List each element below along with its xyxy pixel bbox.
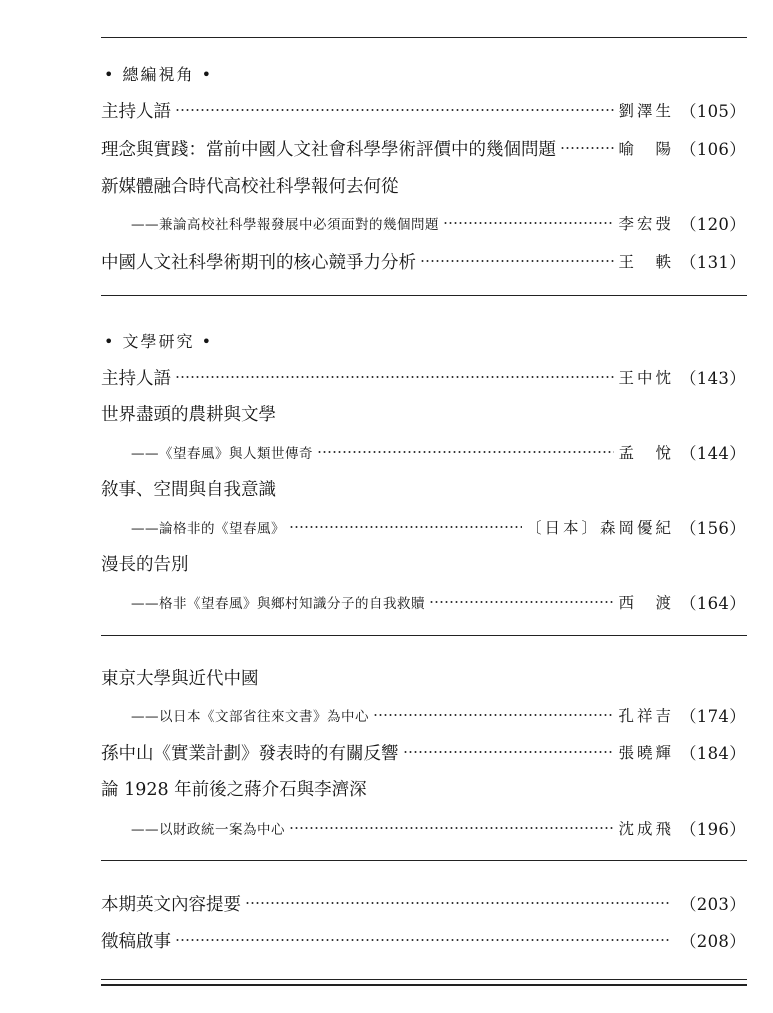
entry-title[interactable]: 敘事、空間與自我意識 bbox=[101, 480, 276, 500]
toc-entry[interactable] bbox=[131, 210, 746, 236]
entry-author: 〔日本〕森岡優紀 bbox=[525, 519, 674, 537]
entry-author: 王 軼 bbox=[618, 253, 674, 271]
entry-page: （208） bbox=[680, 932, 746, 951]
toc-entry[interactable] bbox=[101, 135, 746, 161]
entry-author: 孟 悅 bbox=[618, 444, 674, 462]
entry-title[interactable]: 新媒體融合時代高校社科學報何去何從 bbox=[101, 177, 399, 197]
dot-leader bbox=[373, 714, 614, 716]
dot-leader bbox=[175, 939, 670, 941]
dot-leader bbox=[403, 751, 615, 753]
entry-subtitle: ——格非《望春風》與鄉村知識分子的自我救贖 bbox=[131, 596, 425, 612]
section-divider bbox=[101, 860, 747, 861]
toc-entry[interactable] bbox=[101, 248, 746, 274]
dot-leader bbox=[317, 451, 614, 453]
entry-author: 李宏弢 bbox=[618, 215, 674, 233]
bottom-rule bbox=[101, 984, 747, 986]
dot-leader bbox=[560, 147, 614, 149]
dot-leader bbox=[289, 827, 614, 829]
entry-title: 理念與實踐：當前中國人文社會科學學術評價中的幾個問題 bbox=[101, 139, 556, 160]
toc-entry[interactable] bbox=[101, 739, 746, 765]
entry-page: （196） bbox=[680, 820, 746, 839]
bottom-rule bbox=[101, 979, 747, 980]
entry-title[interactable]: 東京大學與近代中國 bbox=[101, 669, 259, 689]
entry-page: （203） bbox=[680, 895, 746, 914]
entry-author: 劉澤生 bbox=[618, 102, 674, 120]
toc-entry[interactable] bbox=[131, 815, 746, 841]
entry-subtitle: ——兼論高校社科學報發展中必須面對的幾個問題 bbox=[131, 217, 439, 233]
entry-author: 沈成飛 bbox=[618, 820, 674, 838]
entry-title: 孫中山《實業計劃》發表時的有關反響 bbox=[101, 743, 399, 764]
toc-entry[interactable] bbox=[101, 97, 746, 123]
toc-entry[interactable] bbox=[131, 702, 746, 728]
top-rule bbox=[101, 37, 747, 38]
entry-author: 喻 陽 bbox=[618, 140, 674, 158]
dot-leader bbox=[429, 601, 614, 603]
entry-title: 主持人語 bbox=[101, 101, 171, 122]
dot-leader bbox=[443, 222, 614, 224]
entry-subtitle: ——論格非的《望春風》 bbox=[131, 521, 285, 537]
entry-title: 徵稿啟事 bbox=[101, 931, 171, 952]
entry-title[interactable]: 世界盡頭的農耕與文學 bbox=[101, 405, 276, 425]
section-heading: • 總編視角 • bbox=[104, 65, 214, 84]
entry-title[interactable]: 漫長的告別 bbox=[101, 555, 189, 575]
entry-title: 主持人語 bbox=[101, 368, 171, 389]
entry-page: （143） bbox=[680, 369, 746, 388]
entry-page: （184） bbox=[680, 744, 746, 763]
dot-leader bbox=[245, 902, 670, 904]
toc-entry[interactable] bbox=[101, 364, 746, 390]
toc-entry[interactable] bbox=[131, 514, 746, 540]
entry-page: （131） bbox=[680, 253, 746, 272]
entry-author: 西 渡 bbox=[618, 594, 674, 612]
entry-page: （120） bbox=[680, 215, 746, 234]
entry-title[interactable]: 論 1928 年前後之蔣介石與李濟深 bbox=[101, 780, 367, 800]
entry-author: 張曉輝 bbox=[618, 744, 674, 762]
entry-page: （144） bbox=[680, 444, 746, 463]
toc-entry[interactable] bbox=[101, 927, 746, 953]
section-divider bbox=[101, 295, 747, 296]
section-divider bbox=[101, 635, 747, 636]
entry-page: （105） bbox=[680, 102, 746, 121]
entry-subtitle: ——《望春風》與人類世傳奇 bbox=[131, 446, 313, 462]
dot-leader bbox=[289, 526, 522, 528]
entry-title: 中國人文社科學術期刊的核心競爭力分析 bbox=[101, 252, 416, 273]
toc-entry[interactable] bbox=[131, 589, 746, 615]
dot-leader bbox=[175, 376, 614, 378]
entry-page: （164） bbox=[680, 594, 746, 613]
entry-page: （156） bbox=[680, 519, 746, 538]
entry-subtitle: ——以日本《文部省往來文書》為中心 bbox=[131, 709, 369, 725]
dot-leader bbox=[175, 109, 614, 111]
entry-page: （106） bbox=[680, 140, 746, 159]
dot-leader bbox=[420, 260, 614, 262]
entry-subtitle: ——以財政統一案為中心 bbox=[131, 822, 285, 838]
entry-page: （174） bbox=[680, 707, 746, 726]
entry-author: 孔祥吉 bbox=[618, 707, 674, 725]
entry-author: 王中忱 bbox=[618, 369, 674, 387]
section-heading: • 文學研究 • bbox=[104, 332, 214, 351]
entry-title: 本期英文內容提要 bbox=[101, 894, 241, 915]
toc-entry[interactable] bbox=[131, 439, 746, 465]
toc-entry[interactable] bbox=[101, 890, 746, 916]
